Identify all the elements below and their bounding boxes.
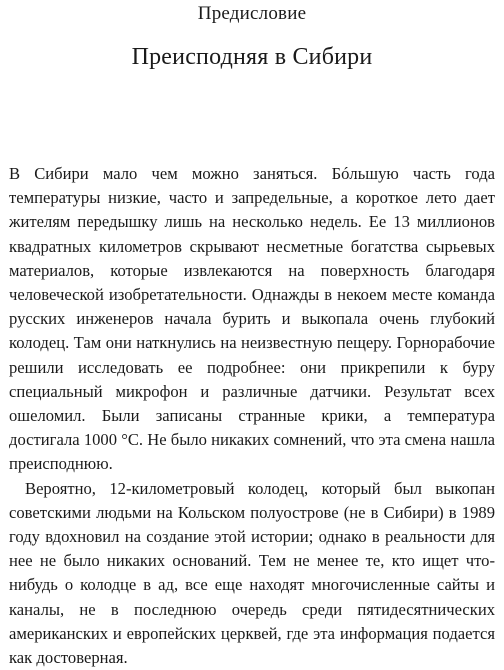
- section-label: Предисловие: [197, 3, 307, 24]
- paragraph-2: Вероятно, 12-километровый колодец, который был выкопан советскими людьми на Кольском полуострове (не в Сибири) в 1989 году вдохновил на создание этой истории; однако в реальности для нее не было никаких оснований. Тем не менее те, кто ищет что-нибудь о колодце в ад, все еще находят многочисленные сайты и каналы, не в последнюю очередь среди пятидесятнических американских и европейских церквей, где эта информация подается как достоверная.: [9, 478, 495, 668]
- body-text: [9, 162, 495, 670]
- chapter-title: Преисподняя в Сибири: [131, 44, 373, 70]
- paragraph-1: В Сибири мало чем можно заняться. Бóльшую часть года температуры низкие, часто и запредельные, а короткое лето дает жителям передышку лишь на несколько недель. Ее 13 миллионов квадратных километров скрывают несметные богатства сырьевых материалов, которые извлекаются на поверхность благодаря человеческой изобретательности. Однажды в некоем месте команда русских инженеров начала бурить и выкопала очень глубокий колодец. Там они наткнулись на неизвестную пещеру. Горнорабочие решили исследовать ее подробнее: они прикрепили к буру специальный микрофон и различные датчики. Результат всех ошеломил. Были записаны странные крики, а температура достигала 1000 °С. Не было никаких сомнений, что эта смена нашла преисподнюю.: [9, 164, 495, 474]
